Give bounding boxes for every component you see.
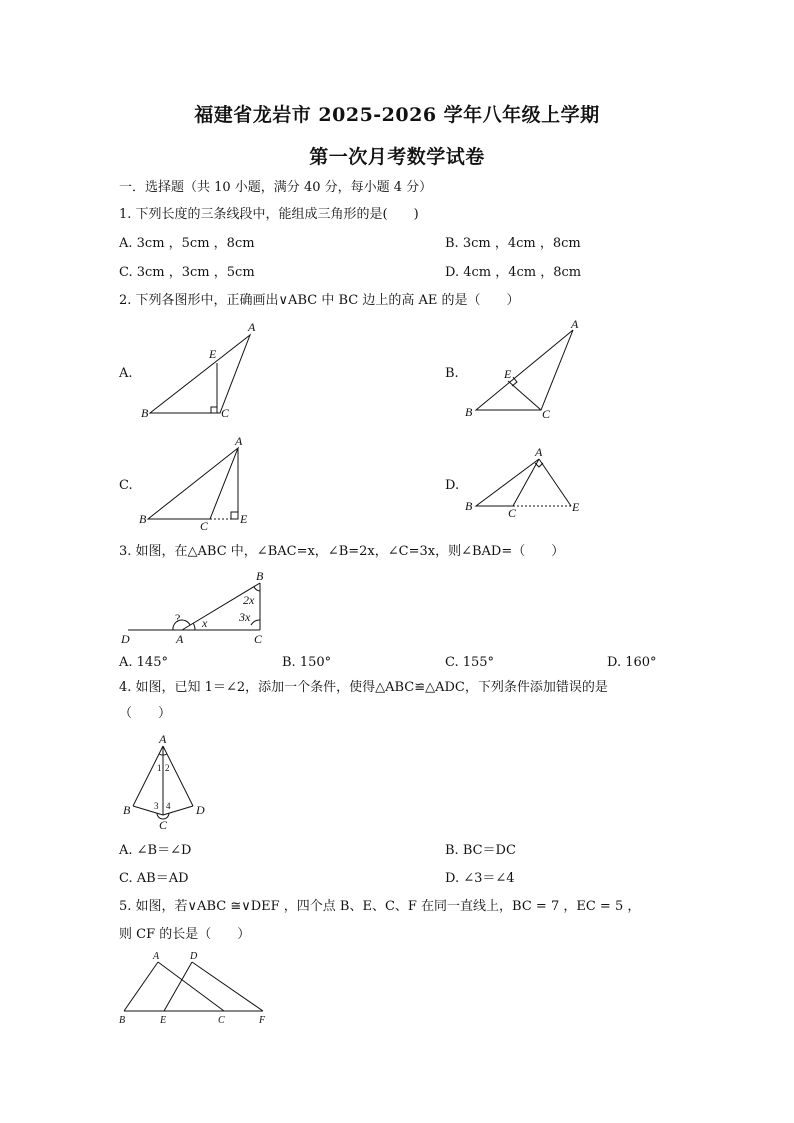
q1-option-d: D. 4cm ，4cm ，8cm [445, 265, 582, 280]
q4-option-b: B. BC＝DC [445, 843, 516, 858]
q4-label-3: 3 [154, 801, 159, 811]
q4-label-a: A [159, 732, 167, 746]
q1-option-a: A. 3cm ，5cm ，8cm [119, 236, 255, 251]
q3-label-a: A [176, 632, 184, 646]
q2c-label-a: A [235, 434, 243, 448]
q3-label-2x: 2x [243, 593, 255, 607]
q2-stem: 2. 下列各图形中，正确画出∨ABC 中 BC 边上的高 AE 的是（ ） [119, 293, 520, 308]
q2a-label-e: E [209, 347, 217, 361]
q3-label-question: ? [175, 611, 181, 625]
q2a-label-a: A [248, 320, 256, 334]
q4-label-d: D [196, 803, 205, 817]
q5-label-c: C [218, 1015, 225, 1026]
q2c-label-b: B [139, 512, 147, 526]
q2b-label-e: E [504, 367, 512, 381]
q1-stem: 1. 下列长度的三条线段中，能组成三角形的是( ) [119, 207, 419, 222]
q3-option-d: D. 160° [607, 655, 657, 670]
q3-label-3x: 3x [239, 610, 251, 624]
q2a-label-c: C [221, 406, 230, 420]
q5-stem-cont: 则 CF 的长是（ ） [119, 927, 251, 942]
q4-label-b: B [123, 803, 131, 817]
q2a-label-b: B [141, 406, 149, 420]
q5-label-a: A [153, 951, 160, 962]
q2b-label-a: A [571, 317, 579, 331]
q2c-label-e: E [240, 512, 248, 526]
q5-side-ba [124, 962, 158, 1011]
q2-option-b-letter: B. [445, 366, 459, 381]
q2b-label-b: B [465, 405, 473, 419]
q2d-label-a: A [535, 445, 543, 459]
q4-stem: 4. 如图，已知 1＝∠2，添加一个条件，使得△ABC≌△ADC，下列条件添加错误的是 [119, 680, 608, 695]
q2-option-a-letter: A. [119, 366, 133, 381]
q2d-label-b: B [465, 499, 473, 513]
q3-option-c: C. 155° [445, 655, 495, 670]
q2d-label-c: C [508, 506, 517, 520]
title-line-1: 福建省龙岩市 2025-2026 学年八年级上学期 [194, 104, 600, 126]
q5-label-e: E [160, 1015, 167, 1026]
q3-label-c: C [254, 632, 263, 646]
q2c-label-c: C [200, 519, 209, 533]
section-heading: 一．选择题（共 10 小题，满分 40 分，每小题 4 分） [119, 180, 433, 195]
q2-option-c-letter: C. [119, 478, 133, 493]
q5-label-f: F [259, 1015, 266, 1026]
q3-label-b: B [256, 569, 264, 583]
q4-option-c: C. AB＝AD [119, 871, 189, 886]
q2d-label-e: E [572, 500, 580, 514]
q4-option-d: D. ∠3＝∠4 [445, 871, 515, 886]
q4-label-c: C [159, 818, 168, 832]
q4-stem-cont: （ ） [119, 706, 172, 721]
q4-label-1: 1 [157, 763, 162, 773]
q5-stem: 5. 如图，若∨ABC ≅∨DEF ，四个点 B、E、C、F 在同一直线上，BC = 7 ，EC = 5 ， [119, 899, 641, 914]
q5-label-b: B [119, 1015, 126, 1026]
q2-option-d-letter: D. [445, 478, 460, 493]
q5-label-d: D [190, 951, 198, 962]
q2b-label-c: C [542, 407, 551, 421]
q4-label-2: 2 [165, 763, 170, 773]
q4-label-4: 4 [166, 801, 171, 811]
q3-label-x: x [202, 616, 208, 630]
q3-stem: 3. 如图，在△ABC 中，∠BAC=x，∠B=2x，∠C=3x，则∠BAD=（ ） [119, 544, 565, 559]
q1-option-b: B. 3cm ，4cm ，8cm [445, 236, 581, 251]
q3-option-b: B. 150° [282, 655, 332, 670]
q1-option-c: C. 3cm ，3cm ，5cm [119, 265, 255, 280]
title-line-2: 第一次月考数学试卷 [309, 146, 485, 168]
q5-side-df [192, 962, 263, 1011]
q4-option-a: A. ∠B＝∠D [119, 843, 192, 858]
q3-option-a: A. 145° [119, 655, 168, 670]
q3-label-d: D [121, 632, 130, 646]
